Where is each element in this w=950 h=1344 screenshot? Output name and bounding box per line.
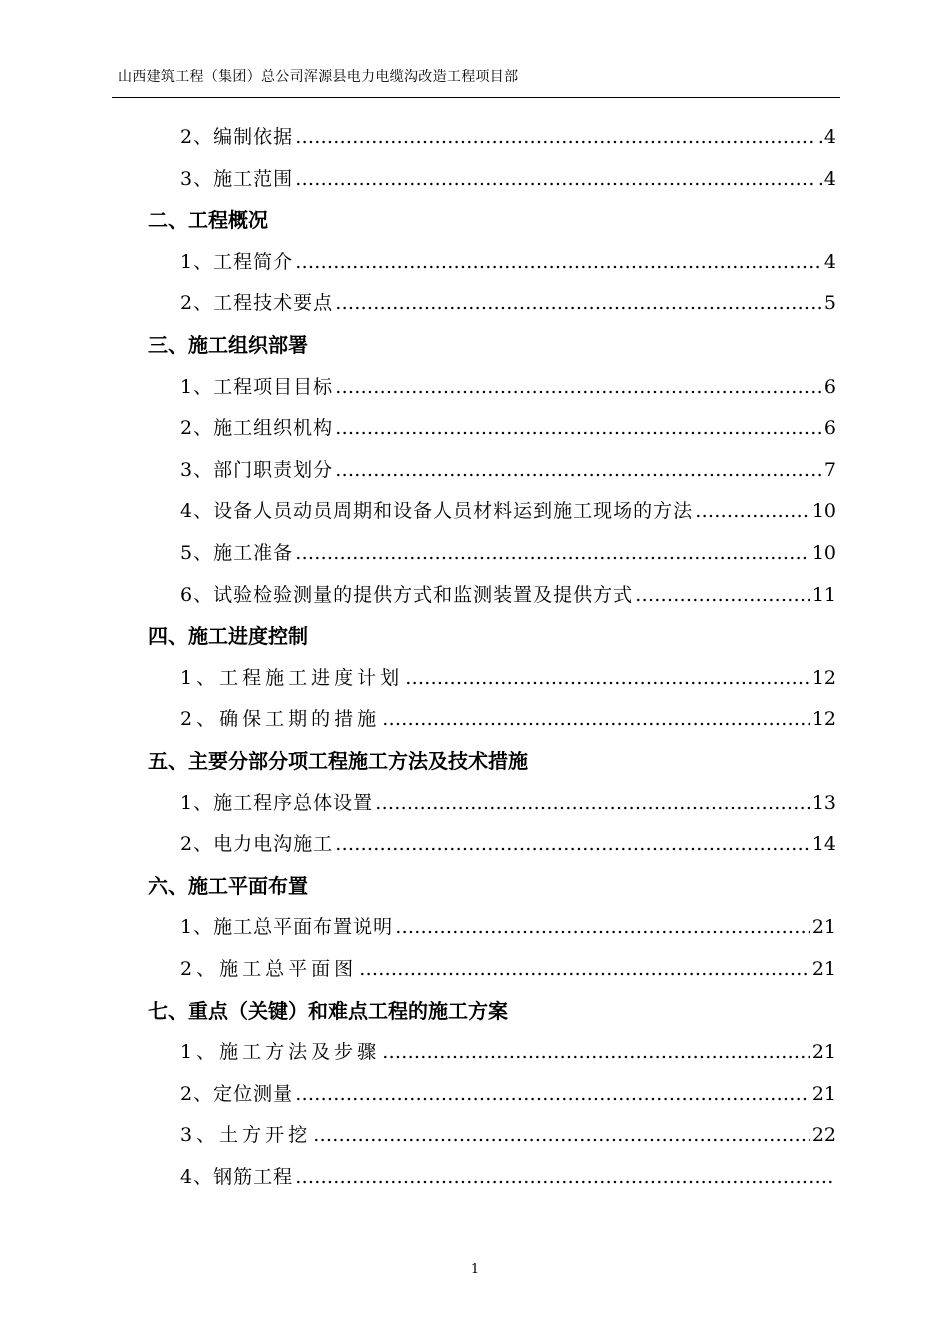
toc-entry <box>180 912 836 942</box>
toc-page-number: 21 <box>811 958 836 980</box>
toc-entry-label: 1、施工方法及步骤 <box>180 1041 381 1064</box>
toc-section-heading <box>148 746 838 776</box>
toc-entry <box>180 704 836 734</box>
toc-entry-label: 2、定位测量 <box>180 1082 294 1105</box>
toc-entry <box>180 1079 836 1109</box>
toc-leader-dots <box>335 288 822 318</box>
toc-entry <box>180 413 836 443</box>
toc-leader-dots <box>295 538 810 568</box>
toc-entry-label: 4、设备人员动员周期和设备人员材料运到施工现场的方法 <box>180 500 694 523</box>
toc-section-title: 三、施工组织部署 <box>148 333 308 357</box>
page-number: 1 <box>470 1262 480 1277</box>
toc-leader-dots <box>335 455 822 485</box>
toc-leader-dots <box>295 164 816 194</box>
toc-leader-dots <box>295 1162 834 1192</box>
toc-section-title: 四、施工进度控制 <box>148 624 308 649</box>
toc-entry <box>180 122 836 152</box>
toc-leader-dots <box>635 580 810 610</box>
toc-page-number: 4 <box>823 250 836 273</box>
toc-entry-label: 2、确保工期的措施 <box>180 708 381 731</box>
toc-entry-label: 2、施工组织机构 <box>180 417 334 440</box>
toc-entry <box>180 829 836 859</box>
toc-section-heading <box>148 871 838 901</box>
toc-page-number: 10 <box>811 542 836 564</box>
toc-page-number: 10 <box>811 500 836 523</box>
toc-entry-label: 1、施工程序总体设置 <box>180 791 374 814</box>
toc-leader-dots <box>335 372 822 402</box>
toc-entry <box>180 1162 836 1192</box>
toc-entry <box>180 288 836 318</box>
toc-page-number: 6 <box>823 417 836 440</box>
toc-entry <box>180 538 836 568</box>
toc-leader-dots <box>695 496 810 526</box>
toc-entry-label: 6、试验检验测量的提供方式和监测装置及提供方式 <box>180 583 634 606</box>
toc-page-number: 21 <box>811 1041 836 1064</box>
toc-leader-dots <box>295 122 816 152</box>
toc-leader-dots <box>335 829 810 859</box>
toc-section-title: 七、重点（关键）和难点工程的施工方案 <box>148 998 508 1023</box>
toc-entry <box>180 372 836 402</box>
toc-leader-dots <box>295 247 822 277</box>
toc-section-title: 五、主要分部分项工程施工方法及技术措施 <box>148 749 528 773</box>
toc-page-number: 12 <box>811 708 836 731</box>
toc-page-number: 21 <box>811 1082 836 1105</box>
toc-entry-label: 3、部门职责划分 <box>180 458 334 481</box>
toc-entry-label: 2、工程技术要点 <box>180 292 334 315</box>
toc-entry-label: 5、施工准备 <box>180 542 294 564</box>
toc-page-number: 13 <box>811 791 836 814</box>
toc-entry <box>180 663 836 693</box>
toc-entry <box>180 788 836 818</box>
toc-entry <box>180 580 836 610</box>
toc-leader-dots <box>335 413 822 443</box>
toc-page-number: .4 <box>817 126 836 148</box>
toc-leader-dots <box>395 912 810 942</box>
toc-section-heading <box>148 996 838 1026</box>
toc-page-number: 14 <box>811 833 836 856</box>
toc-entry <box>180 954 836 984</box>
toc-page-number: .4 <box>817 167 836 190</box>
toc-entry-label: 2、施工总平面图 <box>180 958 358 980</box>
toc-entry <box>180 496 836 526</box>
toc-entry-label: 1、工程简介 <box>180 250 294 273</box>
toc-section-heading <box>148 205 838 235</box>
header-rule <box>112 97 840 98</box>
toc-leader-dots <box>359 954 810 984</box>
toc-entry-label: 1、工程项目目标 <box>180 375 334 398</box>
toc-page-number: 22 <box>811 1124 836 1147</box>
toc-section-heading <box>148 621 838 651</box>
toc-entry <box>180 247 836 277</box>
toc-leader-dots <box>313 1120 810 1150</box>
toc-entry-label: 1、工程施工进度计划 <box>180 666 404 689</box>
toc-entry-label: 1、施工总平面布置说明 <box>180 916 394 939</box>
toc-entry <box>180 455 836 485</box>
toc-section-title: 二、工程概况 <box>148 208 268 233</box>
toc-entry <box>180 1037 836 1067</box>
toc-page-number: 11 <box>811 583 836 606</box>
toc-entry <box>180 1120 836 1150</box>
toc-leader-dots <box>295 1079 810 1109</box>
toc-page-number: 12 <box>811 666 836 689</box>
toc-entry-label: 3、施工范围 <box>180 167 294 190</box>
toc-leader-dots <box>375 788 810 818</box>
toc-leader-dots <box>405 663 810 693</box>
toc-entry-label: 2、编制依据 <box>180 126 294 148</box>
toc-leader-dots <box>382 704 810 734</box>
toc-entry-label: 2、电力电沟施工 <box>180 833 334 856</box>
toc-section-title: 六、施工平面布置 <box>148 873 308 898</box>
toc-entry <box>180 164 836 194</box>
toc-page-number: 7 <box>823 458 836 481</box>
toc-entry-label: 3、土方开挖 <box>180 1124 312 1147</box>
running-header: 山西建筑工程（集团）总公司浑源县电力电缆沟改造工程项目部 <box>118 69 519 85</box>
toc-entry-label: 4、钢筋工程 <box>180 1166 294 1188</box>
toc-page-number: 5 <box>823 292 836 315</box>
toc-page-number: 21 <box>811 916 836 939</box>
toc-page-number: 6 <box>823 375 836 398</box>
toc-leader-dots <box>382 1037 810 1067</box>
toc-section-heading <box>148 330 838 360</box>
